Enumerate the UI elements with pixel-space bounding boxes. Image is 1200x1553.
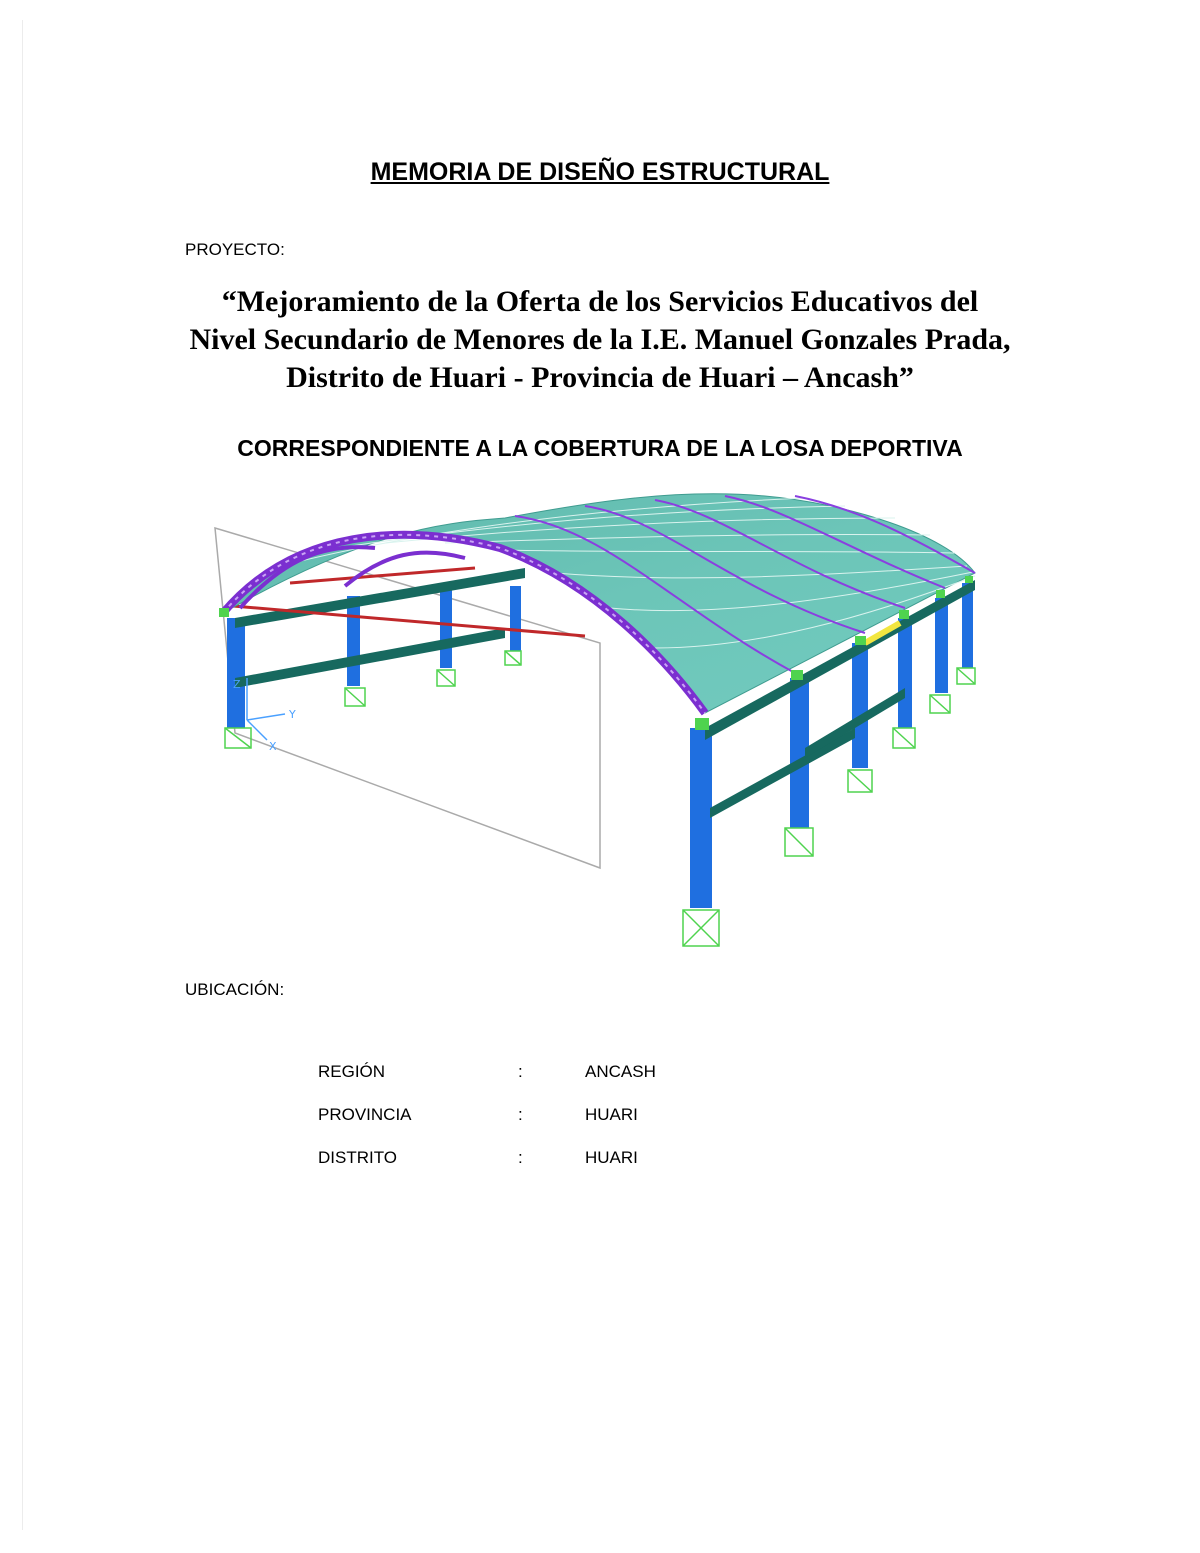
document-subtitle: CORRESPONDIENTE A LA COBERTURA DE LA LOSA DEPORTIVA [237,435,963,461]
location-row [318,1148,718,1172]
location-row [318,1105,718,1129]
project-label: PROYECTO: [185,240,285,259]
column-front-5 [935,598,948,693]
column-back-2 [440,588,452,668]
location-label: UBICACIÓN: [185,980,285,999]
axis-triad [247,678,285,740]
location-separator: : [518,1148,523,1167]
structure-model-image [205,488,995,958]
document-title: MEMORIA DE DISEÑO ESTRUCTURAL [370,158,830,186]
column-front-1 [690,728,712,908]
page-edge-line [22,20,23,1530]
location-separator: : [518,1105,523,1124]
tie-rod-1 [233,606,585,636]
tie-rod-2 [290,568,475,583]
column-front-4 [898,618,912,728]
location-row [318,1062,718,1086]
column-back-1 [347,596,360,686]
location-value: HUARI [585,1148,638,1167]
axis-z-label: Z [233,678,241,691]
column-back-3 [510,586,521,651]
location-key: REGIÓN [318,1062,386,1081]
location-value: ANCASH [585,1062,656,1081]
column-left-front [227,618,245,728]
location-separator: : [518,1062,523,1081]
column-front-3 [852,643,868,768]
project-line-1: “Mejoramiento de la Oferta de los Servicios Educativos del [221,285,979,318]
project-line-2: Nivel Secundario de Menores de la I.E. Manuel Gonzales Prada, [189,323,1011,356]
project-line-3: Distrito de Huari - Provincia de Huari – Ancash” [286,361,914,394]
axis-x-label: X [269,740,277,753]
project-name [100,283,1100,397]
location-key: DISTRITO [318,1148,398,1167]
tie-beam-left-low [235,628,505,688]
location-key: PROVINCIA [318,1105,412,1124]
axis-y-label: Y [289,708,296,721]
location-value: HUARI [585,1105,638,1124]
tie-beam-right-mid [710,728,855,818]
